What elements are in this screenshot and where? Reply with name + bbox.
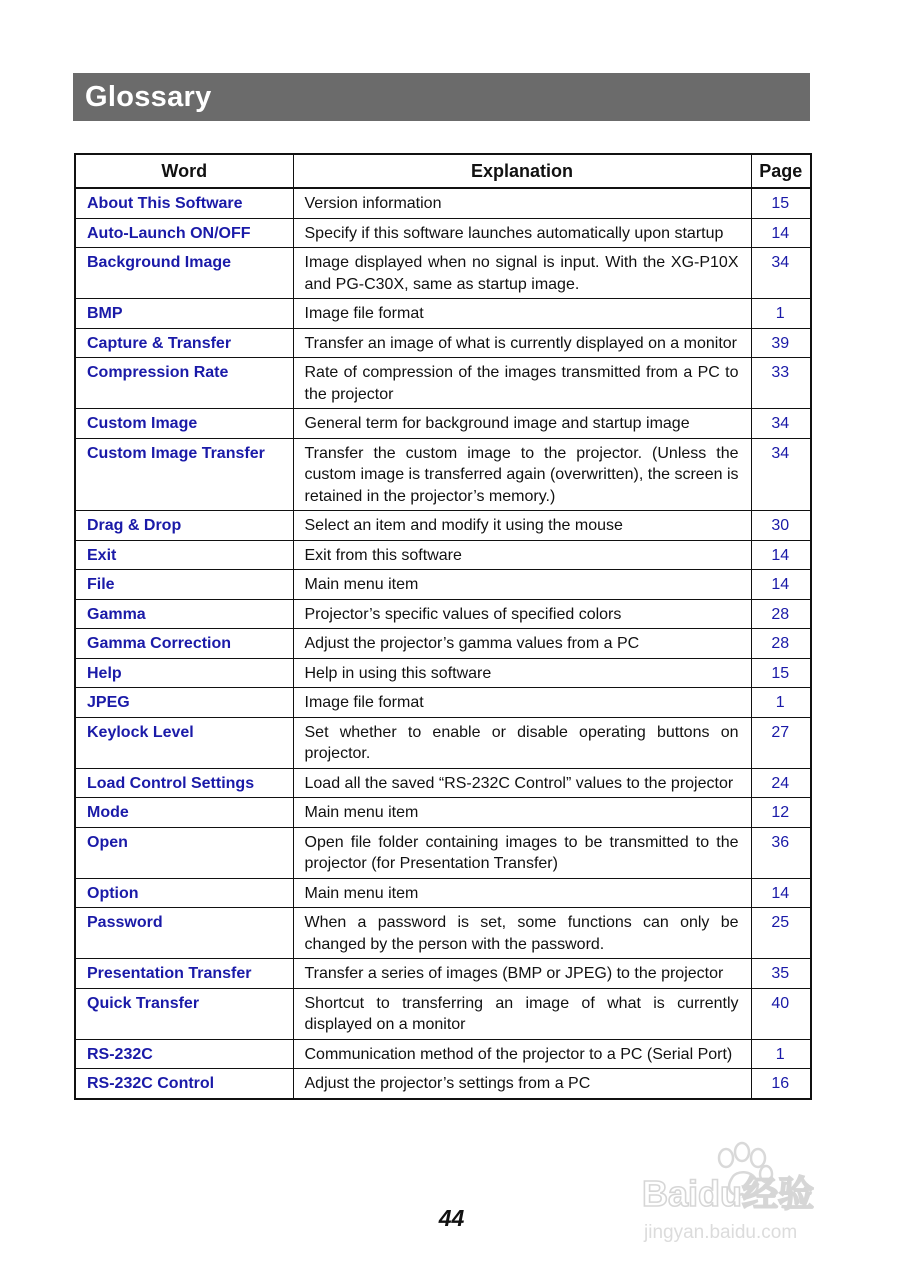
glossary-word: Drag & Drop: [75, 511, 293, 541]
glossary-page-ref: 25: [751, 908, 811, 959]
glossary-page-ref: 14: [751, 570, 811, 600]
glossary-explanation: Main menu item: [293, 878, 751, 908]
glossary-page-ref: 28: [751, 599, 811, 629]
glossary-word: JPEG: [75, 688, 293, 718]
glossary-explanation: Shortcut to transferring an image of what is currently displayed on a monitor: [293, 988, 751, 1039]
table-row: [75, 768, 811, 798]
glossary-explanation: Specify if this software launches automatically upon startup: [293, 218, 751, 248]
glossary-page-ref: 40: [751, 988, 811, 1039]
table-row: [75, 570, 811, 600]
glossary-word: Keylock Level: [75, 717, 293, 768]
glossary-explanation: Set whether to enable or disable operating buttons on projector.: [293, 717, 751, 768]
glossary-explanation: Load all the saved “RS-232C Control” values to the projector: [293, 768, 751, 798]
glossary-word: Gamma: [75, 599, 293, 629]
table-row: [75, 188, 811, 218]
table-row: [75, 358, 811, 409]
table-row: [75, 409, 811, 439]
glossary-explanation: Transfer a series of images (BMP or JPEG) to the projector: [293, 959, 751, 989]
table-row: [75, 908, 811, 959]
glossary-explanation: Select an item and modify it using the mouse: [293, 511, 751, 541]
header-word: Word: [75, 154, 293, 188]
glossary-word: BMP: [75, 299, 293, 329]
glossary-word: Custom Image Transfer: [75, 438, 293, 511]
glossary-table: [74, 153, 812, 1100]
glossary-explanation: Image displayed when no signal is input. With the XG-P10X and PG-C30X, same as startup image.: [293, 248, 751, 299]
glossary-word: Capture & Transfer: [75, 328, 293, 358]
glossary-explanation: Rate of compression of the images transmitted from a PC to the projector: [293, 358, 751, 409]
table-row: [75, 438, 811, 511]
glossary-page-ref: 24: [751, 768, 811, 798]
header-explanation: Explanation: [293, 154, 751, 188]
glossary-word: Load Control Settings: [75, 768, 293, 798]
glossary-explanation: Version information: [293, 188, 751, 218]
glossary-word: Compression Rate: [75, 358, 293, 409]
glossary-page-ref: 12: [751, 798, 811, 828]
glossary-page-ref: 39: [751, 328, 811, 358]
table-row: [75, 218, 811, 248]
glossary-page-ref: 14: [751, 878, 811, 908]
glossary-word: Mode: [75, 798, 293, 828]
glossary-page-ref: 27: [751, 717, 811, 768]
glossary-word: Auto-Launch ON/OFF: [75, 218, 293, 248]
table-row: [75, 658, 811, 688]
glossary-page-ref: 34: [751, 438, 811, 511]
glossary-page-ref: 30: [751, 511, 811, 541]
table-row: [75, 629, 811, 659]
table-row: [75, 1039, 811, 1069]
title-bar: [73, 73, 810, 121]
table-row: [75, 798, 811, 828]
glossary-explanation: Transfer the custom image to the projector. (Unless the custom image is transferred again (overwritten), the screen is retained in the projector’s memory.): [293, 438, 751, 511]
watermark-brand: Baidu经验: [642, 1173, 815, 1214]
table-row: [75, 688, 811, 718]
glossary-word: RS-232C Control: [75, 1069, 293, 1099]
glossary-word: Custom Image: [75, 409, 293, 439]
glossary-page-ref: 1: [751, 1039, 811, 1069]
table-row: [75, 328, 811, 358]
glossary-explanation: When a password is set, some functions can only be changed by the person with the password.: [293, 908, 751, 959]
header-page: Page: [751, 154, 811, 188]
table-row: [75, 248, 811, 299]
glossary-page-ref: 16: [751, 1069, 811, 1099]
glossary-explanation: Main menu item: [293, 570, 751, 600]
glossary-page-ref: 34: [751, 248, 811, 299]
glossary-page-ref: 28: [751, 629, 811, 659]
glossary-explanation: Adjust the projector’s settings from a PC: [293, 1069, 751, 1099]
page-title: Glossary: [85, 80, 212, 113]
glossary-page-ref: 1: [751, 299, 811, 329]
glossary-explanation: Image file format: [293, 688, 751, 718]
glossary-word: Gamma Correction: [75, 629, 293, 659]
glossary-page-ref: 14: [751, 540, 811, 570]
table-row: [75, 878, 811, 908]
table-row: [75, 959, 811, 989]
glossary-page-ref: 34: [751, 409, 811, 439]
glossary-word: About This Software: [75, 188, 293, 218]
glossary-page-ref: 1: [751, 688, 811, 718]
glossary-page-ref: 33: [751, 358, 811, 409]
table-row: [75, 1069, 811, 1099]
baidu-watermark: [640, 1138, 855, 1248]
glossary-word: Background Image: [75, 248, 293, 299]
glossary-explanation: General term for background image and startup image: [293, 409, 751, 439]
glossary-explanation: Image file format: [293, 299, 751, 329]
glossary-explanation: Exit from this software: [293, 540, 751, 570]
glossary-page-ref: 36: [751, 827, 811, 878]
glossary-explanation: Adjust the projector’s gamma values from a PC: [293, 629, 751, 659]
glossary-word: Exit: [75, 540, 293, 570]
table-row: [75, 299, 811, 329]
table-row: [75, 511, 811, 541]
glossary-explanation: Communication method of the projector to a PC (Serial Port): [293, 1039, 751, 1069]
glossary-word: Password: [75, 908, 293, 959]
glossary-explanation: Transfer an image of what is currently displayed on a monitor: [293, 328, 751, 358]
glossary-word: Open: [75, 827, 293, 878]
glossary-page-ref: 14: [751, 218, 811, 248]
glossary-word: RS-232C: [75, 1039, 293, 1069]
header-row: [75, 154, 811, 188]
glossary-explanation: Help in using this software: [293, 658, 751, 688]
glossary-body: [75, 188, 811, 1099]
table-row: [75, 599, 811, 629]
glossary-page-ref: 35: [751, 959, 811, 989]
page-number: 44: [438, 1205, 465, 1231]
glossary-explanation: Main menu item: [293, 798, 751, 828]
glossary-page-ref: 15: [751, 188, 811, 218]
glossary-word: File: [75, 570, 293, 600]
glossary-page-ref: 15: [751, 658, 811, 688]
glossary-word: Option: [75, 878, 293, 908]
table-row: [75, 827, 811, 878]
glossary-word: Presentation Transfer: [75, 959, 293, 989]
glossary-explanation: Projector’s specific values of specified colors: [293, 599, 751, 629]
table-row: [75, 540, 811, 570]
table-row: [75, 988, 811, 1039]
glossary-word: Quick Transfer: [75, 988, 293, 1039]
table-row: [75, 717, 811, 768]
glossary-explanation: Open file folder containing images to be transmitted to the projector (for Presentation Transfer): [293, 827, 751, 878]
watermark-url: jingyan.baidu.com: [644, 1222, 798, 1243]
glossary-word: Help: [75, 658, 293, 688]
